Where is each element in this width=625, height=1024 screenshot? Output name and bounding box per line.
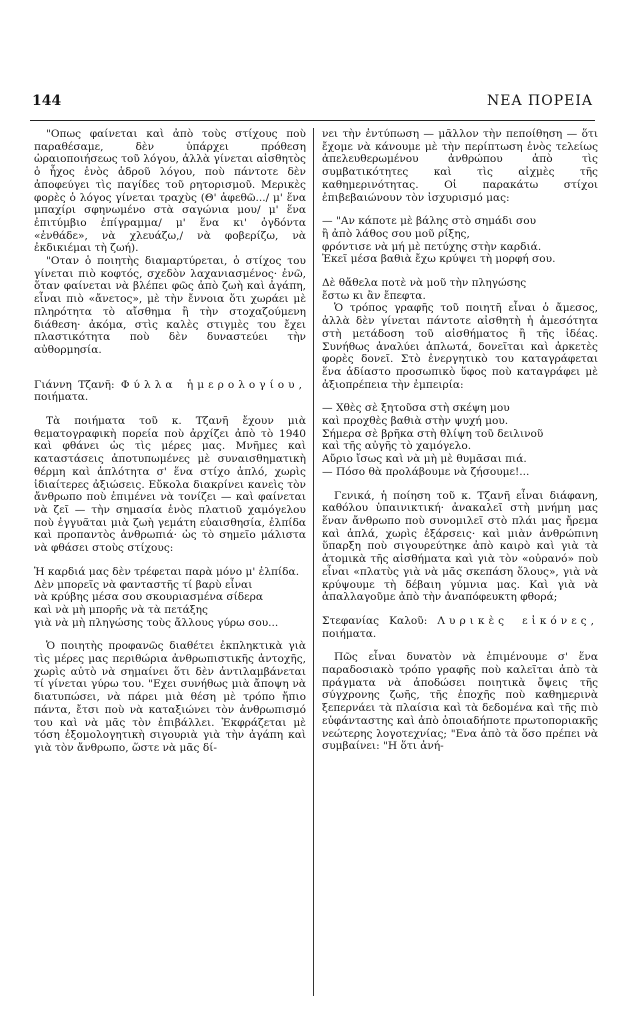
header-rule (30, 120, 595, 121)
verse-line: καὶ προχθὲς βαθιὰ στὴν ψυχή μου. (322, 415, 509, 428)
column-divider (313, 128, 314, 996)
review-author: Γιάννη Τζανῆ: (34, 378, 115, 391)
verse-line: — "Αν κάποτε μὲ βάλης στὸ σημάδι σου (322, 215, 537, 228)
verse-line: Δὲ θἄθελα ποτὲ νὰ μοῦ τὴν πληγώσης (322, 277, 527, 290)
review-heading (34, 379, 306, 404)
paragraph: Ὁ τρόπος γραφῆς τοῦ ποιητῆ εἶναι ὁ ἄμεσος, ἀλλὰ δὲν γίνεται πάντοτε αἰσθητὴ ἡ ἀμεσότητα στὴ μετάδοση τοῦ αἰσθήματος ἢ τῆς ἰδέας. Συνήθως ἀναλύει ἁπλωτά, δονεῖται καὶ ἀρκετὲς φορὲς δονεῖ. Στὸ ἐνεργητικὸ του καταγράφεται ἕνα ἀδίαστο προσωπικὸ ὕφος ποὺ καταγράφει μὲ ἀξιοπρέπεια τὴν ἐμπειρία: (322, 302, 598, 391)
page-number: 144 (32, 93, 62, 109)
paragraph: "Οπως φαίνεται καὶ ἀπὸ τοὺς στίχους ποὺ παραθέσαμε, δὲν ὑπάρχει πρόθεση ὡραιοποιήσεως τοῦ λόγου, ἀλλὰ γίνεται αἰσθητὸς ὁ ἦχος ἑνὸς ἁδροῦ λόγου, ποὺ πάντοτε δὲν ἀποφεύγει τὶς παγίδες τοῦ ρητορισμοῦ. Μερικὲς φορὲς ὁ λόγος γίνεται τραχὺς (Θ' ἀφεθῶ.../ μ' ἕνα μπαχίρι σφηνωμένο στὰ σαγώνια μου/ μ' ἕνα ἐπιτύμβιο ἐπίγραμμα/ μ' ἕνα κι' ὀγδόντα «ἐνθάδε», νὰ χλευάζω,/ νὰ φοβερίζω, νὰ ἐκδικιέμαι τὴ ζωή). (34, 128, 306, 255)
paragraph: Τὰ ποιήματα τοῦ κ. Τζανῆ ἔχουν μιὰ θεματογραφικὴ πορεία ποὺ ἀρχίζει ἀπὸ τὸ 1940 καὶ φθάνει ὡς τὶς μέρες μας. Μνῆμες καὶ καταστάσεις ἀποτυπωμένες μὲ συναισθηματικὴ θέρμη καὶ ἁπλότητα σ' ἕνα στίχο ἁπλό, χωρὶς ἰδιαίτερες ἀξιώσεις. Εὔκολα διακρίνει κανεὶς τὸν ἄνθρωπο ποὺ ἐπιμένει νὰ τονίζει — καὶ φαίνεται νὰ ζεῖ — τὴν σημασία ἑνὸς πλατιοῦ χαμόγελου ποὺ ἐγγυᾶται μιὰ ζωὴ γεμάτη εὐαισθησία, ἐλπίδα καὶ προπαντὸς ἀνθρωπιά· ὡς τὸ σημεῖο μάλιστα νὰ φθάσει στοὺς στίχους: (34, 415, 306, 555)
review-author: Στεφανίας Καλοῦ: (322, 614, 428, 627)
verse-line: ἔστω κι ἂν ἔπεφτα. (322, 289, 426, 302)
verse-line: Σήμερα σὲ βρῆκα στὴ θλίψη τοῦ δειλινοῦ (322, 427, 544, 440)
review-title: Λυρικὲς εἰκόνες, (437, 614, 598, 627)
verse-line: νὰ κρύβης μέσα σου σκουριασμένα σίδερα (34, 591, 263, 604)
right-column (322, 128, 598, 753)
verse-line: Δὲν μπορεῖς νὰ φανταστῆς τί βαρὺ εἶναι (34, 578, 253, 591)
verse-line: καὶ τῆς αὐγῆς τὸ χαμόγελο. (322, 440, 472, 453)
verse-line: φρόντισε νὰ μή μὲ πετύχης στὴν καρδιά. (322, 240, 542, 253)
paragraph: Γενικά, ἡ ποίηση τοῦ κ. Τζανῆ εἶναι διάφανη, καθόλου ὑπαινικτική· ἀνακαλεῖ στὴ μνήμη μας ἕναν ἄνθρωπο ποὺ συνομιλεῖ στὸ πλάι μας ἤρεμα καὶ ἁπλά, χωρὶς ἐξάρσεις· καὶ μιὰν ἀνθρώπινη ὕπαρξη ποὺ σιγουρεύτηκε ἀπὸ καιρὸ καὶ γιὰ τὰ ἀτομικὰ τῆς αἰσθήματα καὶ γιὰ τὸν «οὐρανό» ποὺ εἶναι «πλατὺς γιὰ νὰ μᾶς σκεπάση ὅλους», γιὰ νὰ κρύψουμε τὴ δέβαιη γύμνια μας. Καὶ γιὰ νὰ ἀπαλλαγοῦμε ἀπὸ τὴν ἀναπόφευκτη φθορά; (322, 489, 598, 604)
review-heading (322, 615, 598, 640)
verse-line: — Πόσο θὰ προλάβουμε νὰ ζήσουμε!... (322, 465, 530, 478)
review-title: Φύλλα ἡμερολογίου, (120, 378, 306, 391)
verse-line: — Χθὲς σὲ ξητοῦσα στὴ σκέψη μου (322, 402, 510, 415)
paragraph: νει τὴν ἐντύπωση — μᾶλλον τὴν πεποίθηση — ὅτι ἔχομε νὰ κάνουμε μὲ τὴν περίπτωση ἑνὸς τελείως ἀπελευθερωμένου ἀνθρώπου ἀπὸ τὶς συμβατικότητες καὶ τὶς αἰχμὲς τῆς καθημερινότητας. Οἱ παρακάτω στίχοι ἐπιβεβαιώνουν τὸν ἰσχυρισμό μας: (322, 128, 598, 204)
page-header (28, 93, 597, 115)
paragraph: "Οταν ὁ ποιητὴς διαμαρτύρεται, ὁ στίχος του γίνεται πιὸ κοφτός, σχεδὸν λαχανιασμένος· ἐνῶ, ὅταν φαίνεται νὰ βλέπει φῶς ἀπὸ ζωὴ καὶ ἀγάπη, εἶναι πιὸ «ἄνετος», μὲ τὴν ἔννοια ὅτι χωράει μὲ πληρότητα τὸ αἴσθημα ἢ τὴν στοχαζούμενη διάθεση· ἀκόμα, στὶς καλὲς στιγμὲς του ἔχει πλαστικότητα ποὺ δὲν δυναστεύει τὴν αὐθορμησία. (34, 255, 306, 356)
left-column (34, 128, 306, 755)
review-genre: ποιήματα. (34, 391, 89, 404)
paragraph: Πῶς εἶναι δυνατὸν νὰ ἐπιμένουμε σ' ἕνα παραδοσιακὸ τρόπο γραφῆς ποὺ καλεῖται ἀπὸ τὰ πράγματα νὰ ἀποδώσει ποιητικὰ ὄψεις τῆς σύγχρονης ζωῆς, τῆς ἐποχῆς ποὺ καθημερινὰ ξεπερνάει τὰ πλαίσια καὶ τὰ δεδομένα καὶ τῆς πιὸ εὐφάνταστης καὶ ἀπὸ ὁποιαδήποτε πρωτοποριακῆς νεώτερης λογοτεχνίας; "Ενα ἀπὸ τὰ ὅσο πρέπει νὰ συμβαίνει: "Η ὅτι ἀνή- (322, 651, 598, 753)
verse-line: Ἡ καρδιά μας δὲν τρέφεται παρὰ μόνο μ' ἐλπίδα. (34, 565, 300, 578)
review-genre: ποιήματα. (322, 627, 377, 640)
verse-line: Αὔριο ἴσως καὶ νὰ μὴ μὲ θυμᾶσαι πιά. (322, 453, 527, 466)
journal-title: ΝΕΑ ΠΟΡΕΙΑ (487, 93, 593, 109)
verse-line: ἢ ἀπὸ λάθος σου μοῦ ρίξης, (322, 227, 470, 240)
verse-line: γιὰ νὰ μὴ πληγώσης τοὺς ἄλλους γύρω σου... (34, 616, 279, 629)
verse-line: καὶ νὰ μὴ μπορῆς νὰ τὰ πετάξης (34, 603, 208, 616)
verse-line: Ἐκεῖ μέσα βαθιὰ ἔχω κρύψει τὴ μορφή σου. (322, 253, 556, 266)
paragraph: Ὁ ποιητὴς προφανῶς διαθέτει ἐκπληκτικὰ γιὰ τὶς μέρες μας περιθώρια ἀνθρωπιστικῆς ἀντοχῆς, χωρὶς αὐτὸ νὰ σημαίνει ὅτι δὲν ἀντιλαμβάνεται τί γίνεται γύρω του. "Εχει συνήθως μιὰ ἄποψη νὰ διατυπώσει, νὰ πάρει μιὰ θέση μὲ τρόπο ἤπιο πάντα, ἔτσι ποὺ νὰ καταξιώνει τὸν ἀνθρωπισμό του καὶ νὰ μᾶς τὸν ἐπιβάλλει. Ἐκφράζεται μὲ τόση ἐξομολογητικὴ σιγουριὰ γιὰ τὴν ἀγάπη καὶ γιὰ τὸν ἄνθρωπο, ὥστε νὰ μᾶς δί- (34, 640, 306, 754)
